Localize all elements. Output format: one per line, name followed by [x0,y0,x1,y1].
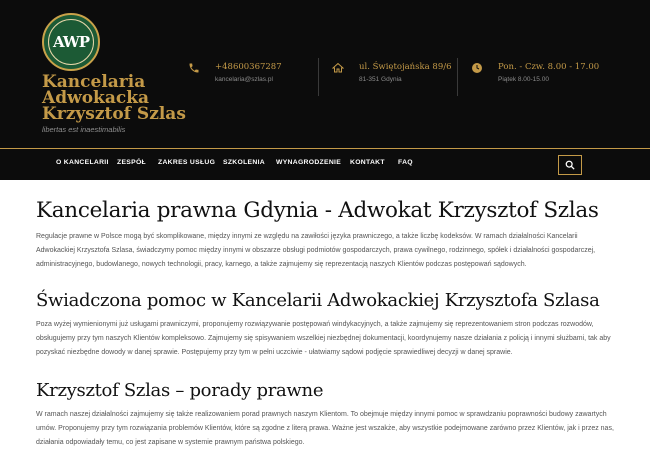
services-paragraph: Poza wyżej wymienionymi już usługami prawniczymi, proponujemy rozwiązywanie postępowań windykacyjnych, a także zajmujemy się reprezentowaniem stron podczas rozwodów, obsługujemy przy tym naszych Klientów kompleksowo. Zajmujemy się spisywaniem wszelkiej niezbędnej dokumentacji, koordynujemy nasze działania z policją i innymi służbami, tak aby pozyskać niezbędne dowody w danej sprawie. Postępujemy przy tym w pełni uczciwie - ułatwiamy sądowi podjęcie sprawiedliwej decyzji w danej sprawie. [36,321,611,356]
logo-monogram: AWP [52,33,90,51]
section-heading-services: Świadczona pomoc w Kancelarii Adwokackiej Krzysztofa Szlasa [36,290,600,311]
contact-email[interactable]: kancelaria@szlas.pl [215,76,273,83]
logo-badge[interactable] [42,13,100,71]
contact-hours-weekdays: Pon. - Czw. 8.00 - 17.00 [498,62,600,72]
contact-hours [470,60,620,94]
contact-divider [457,58,458,96]
section-heading-advice: Krzysztof Szlas – porady prawne [36,380,324,401]
section-intro [36,198,616,272]
search-icon [565,160,575,170]
tagline: libertas est inaestimabilis [42,125,126,134]
advice-paragraph: W ramach naszej działalności zajmujemy się także realizowaniem porad prawnych naszym Klientom. To obejmuje między innymi pomoc w sprawdzaniu poprawności budowy zawartych umów. Proponujemy przy tym rozwiązania problemów Klientów, które są zgodne z literą prawa. Ważne jest wszakże, aby wszystkie podejmowane zarówno przez Klientów, jak i przez nas, działania odpowiadały temu, co jest zapisane w systemie prawnym państwa polskiego. [36,411,614,446]
nav-item-o-kancelarii[interactable]: O KANCELARII [56,159,109,166]
brand-line: Adwokacka [42,88,149,108]
brand-name[interactable] [42,74,186,122]
site-header [0,0,650,148]
brand-line: Kancelaria [42,72,146,92]
brand-line: Krzysztof Szlas [42,104,186,124]
home-icon [331,62,344,75]
main-navigation [0,148,650,180]
clock-icon [470,62,483,75]
page-title: Kancelaria prawna Gdynia - Adwokat Krzysztof Szlas [36,198,599,223]
nav-item-zakres-uslug[interactable]: ZAKRES USŁUG [158,159,216,166]
nav-item-wynagrodzenie[interactable]: WYNAGRODZENIE [276,159,342,166]
section-advice [36,380,616,450]
nav-item-kontakt[interactable]: KONTAKT [350,159,385,166]
contact-hours-friday: Piątek 8.00-15.00 [498,76,549,83]
contact-phone-number[interactable]: +48600367287 [215,62,282,72]
contact-city: 81-351 Gdynia [359,76,402,83]
contact-address [331,60,461,94]
logo-ring [48,19,94,65]
contact-divider [318,58,319,96]
contact-phone[interactable] [187,60,307,94]
nav-item-zespol[interactable]: ZESPÓŁ [117,159,146,166]
contact-street: ul. Świętojańska 89/6 [359,62,452,72]
phone-icon [187,62,200,75]
section-services [36,290,616,360]
nav-item-szkolenia[interactable]: SZKOLENIA [223,159,265,166]
intro-paragraph: Regulacje prawne w Polsce mogą być skomplikowane, między innymi ze względu na zawiłości języka prawniczego, a także liczbę kodeksów. W ramach działalności Kancelarii Adwokackiej Krzysztofa Szlasa, świadczymy pomoc między innymi w obszarze obsługi podmiotów gospodarczych, prawa cywilnego, rodzinnego, spółek i działalności gospodarczej, administracyjnego, budowlanego, nowych technologii, pracy, karnego, a także zajmujemy się reprezentacją naszych Klientów podczas postępowań sądowych. [36,233,596,268]
nav-item-faq[interactable]: FAQ [398,159,413,166]
search-button[interactable] [558,155,582,175]
